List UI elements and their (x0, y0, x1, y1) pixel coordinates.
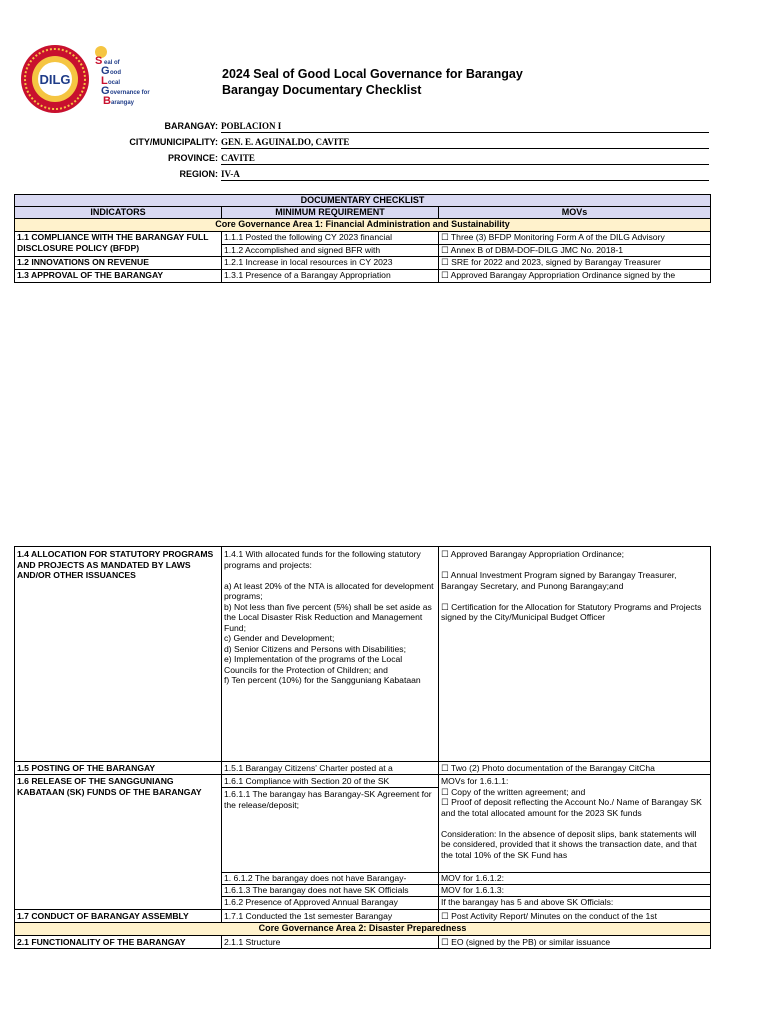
dilg-seal-logo (20, 44, 90, 114)
mov-1-6-1-1: MOVs for 1.6.1.1: ☐ Copy of the written agreement; and ☐ Proof of deposit reflecting the Account No./ Name of Barangay SK and the total allocated amount for the 2023 SK funds Consideration: In the absence of deposit slips, bank statements will be considered, provided that it shows the transaction date, and that the total 10% of the SK Fund has (438, 774, 711, 873)
svg-text:arangay: arangay (111, 100, 135, 106)
mov-1-6-2: If the barangay has 5 and above SK Officials: (438, 896, 711, 910)
requirement-1-1-1: 1.1.1 Posted the following CY 2023 financial (221, 231, 439, 245)
document-subtitle: Barangay Documentary Checklist (222, 83, 422, 97)
mov-1-6-1-2: MOV for 1.6.1.2: (438, 872, 711, 885)
barangay-value: POBLACION I (221, 120, 709, 133)
barangay-label: BARANGAY: (164, 121, 218, 131)
requirement-1-2-1: 1.2.1 Increase in local resources in CY 2023 (221, 256, 439, 270)
mov-1-1-2: ☐ Annex B of DBM-DOF-DILG JMC No. 2018-1 (438, 244, 711, 257)
requirement-1-1-2: 1.1.2 Accomplished and signed BFR with (221, 244, 439, 257)
requirement-1-6-1-2: 1. 6.1.2 The barangay does not have Barangay- (221, 872, 439, 885)
requirement-1-6-1-3: 1.6.1.3 The barangay does not have SK Officials (221, 884, 439, 897)
indicator-2-1: 2.1 FUNCTIONALITY OF THE BARANGAY (14, 935, 222, 949)
col-header-movs: MOVs (438, 206, 711, 219)
indicator-1-7: 1.7 CONDUCT OF BARANGAY ASSEMBLY (14, 909, 222, 923)
mov-1-2-1: ☐ SRE for 2022 and 2023, signed by Barangay Treasurer (438, 256, 711, 270)
requirement-2-1-1: 2.1.1 Structure (221, 935, 439, 949)
mov-1-3-1: ☐ Approved Barangay Appropriation Ordinance signed by the (438, 269, 711, 283)
province-label: PROVINCE: (167, 153, 218, 163)
mov-1-6-1-3: MOV for 1.6.1.3: (438, 884, 711, 897)
requirement-1-6-2: 1.6.2 Presence of Approved Annual Barangay (221, 896, 439, 910)
svg-text:L: L (101, 75, 108, 87)
indicator-1-3: 1.3 APPROVAL OF THE BARANGAY (14, 269, 222, 283)
indicator-1-1: 1.1 COMPLIANCE WITH THE BARANGAY FULL DISCLOSURE POLICY (BFDP) (14, 231, 222, 257)
indicator-1-5: 1.5 POSTING OF THE BARANGAY (14, 761, 222, 775)
city-value: GEN. E. AGUINALDO, CAVITE (221, 136, 709, 149)
indicator-1-4: 1.4 ALLOCATION FOR STATUTORY PROGRAMS AND PROJECTS AS MANDATED BY LAWS AND/OR OTHER ISSUANCES (14, 546, 222, 762)
svg-text:overnance for: overnance for (110, 90, 150, 96)
svg-text:ood: ood (110, 70, 121, 76)
requirement-1-4-1: 1.4.1 With allocated funds for the following statutory programs and projects: a) At least 20% of the NTA is allocated for development programs; b) Not less than five percent (5%) shall be set aside as the Local Disaster Risk Reduction and Management Fund; c) Gender and Development; d) Senior Citizens and Persons with Disabilities; e) Implementation of the programs of the Local Councils for the Protection of Children; and f) Ten percent (10%) for the Sangguniang Kabataan (221, 546, 439, 762)
svg-text:B: B (103, 95, 111, 107)
mov-1-1-1: ☐ Three (3) BFDP Monitoring Form A of the DILG Advisory (438, 231, 711, 245)
indicator-1-6: 1.6 RELEASE OF THE SANGGUNIANG KABATAAN (SK) FUNDS OF THE BARANGAY (14, 774, 222, 910)
mov-1-5-1: ☐ Two (2) Photo documentation of the Barangay CitCha (438, 761, 711, 775)
mov-1-7-1: ☐ Post Activity Report/ Minutes on the conduct of the 1st (438, 909, 711, 923)
requirement-1-6-1: 1.6.1 Compliance with Section 20 of the SK (221, 774, 439, 788)
col-header-minimum-requirement: MINIMUM REQUIREMENT (221, 206, 439, 219)
requirement-1-3-1: 1.3.1 Presence of a Barangay Appropriation (221, 269, 439, 283)
province-value: CAVITE (221, 152, 709, 165)
region-label: REGION: (179, 169, 218, 179)
svg-text:eal of: eal of (104, 60, 120, 66)
core-area-2-band: Core Governance Area 2: Disaster Preparedness (14, 922, 711, 936)
city-label: CITY/MUNICIPALITY: (129, 137, 218, 147)
core-area-1-band: Core Governance Area 1: Financial Administration and Sustainability (14, 218, 711, 232)
svg-text:G: G (101, 65, 110, 77)
svg-text:S: S (95, 55, 103, 67)
requirement-1-5-1: 1.5.1 Barangay Citizens' Charter posted at a (221, 761, 439, 775)
col-header-indicators: INDICATORS (14, 206, 222, 219)
region-value: IV-A (221, 168, 709, 181)
svg-text:DILG: DILG (39, 72, 71, 87)
mov-2-1-1: ☐ EO (signed by the PB) or similar issuance (438, 935, 711, 949)
indicator-1-2: 1.2 INNOVATIONS ON REVENUE (14, 256, 222, 270)
requirement-1-7-1: 1.7.1 Conducted the 1st semester Barangay (221, 909, 439, 923)
svg-text:G: G (101, 85, 110, 97)
checklist-title: DOCUMENTARY CHECKLIST (14, 194, 711, 207)
svg-text:ocal: ocal (108, 80, 121, 86)
document-title: 2024 Seal of Good Local Governance for Barangay (222, 67, 523, 81)
mov-1-4-1: ☐ Approved Barangay Appropriation Ordinance; ☐ Annual Investment Program signed by Barangay Treasurer, Barangay Secretary, and Punong Barangay;and ☐ Certification for the Allocation for Statutory Programs and Projects signed by the City/Municipal Budget Officer (438, 546, 711, 762)
requirement-1-6-1-1: 1.6.1.1 The barangay has Barangay-SK Agreement for the release/deposit; (221, 787, 439, 873)
seal-of-good-local-governance-logo (92, 44, 164, 108)
